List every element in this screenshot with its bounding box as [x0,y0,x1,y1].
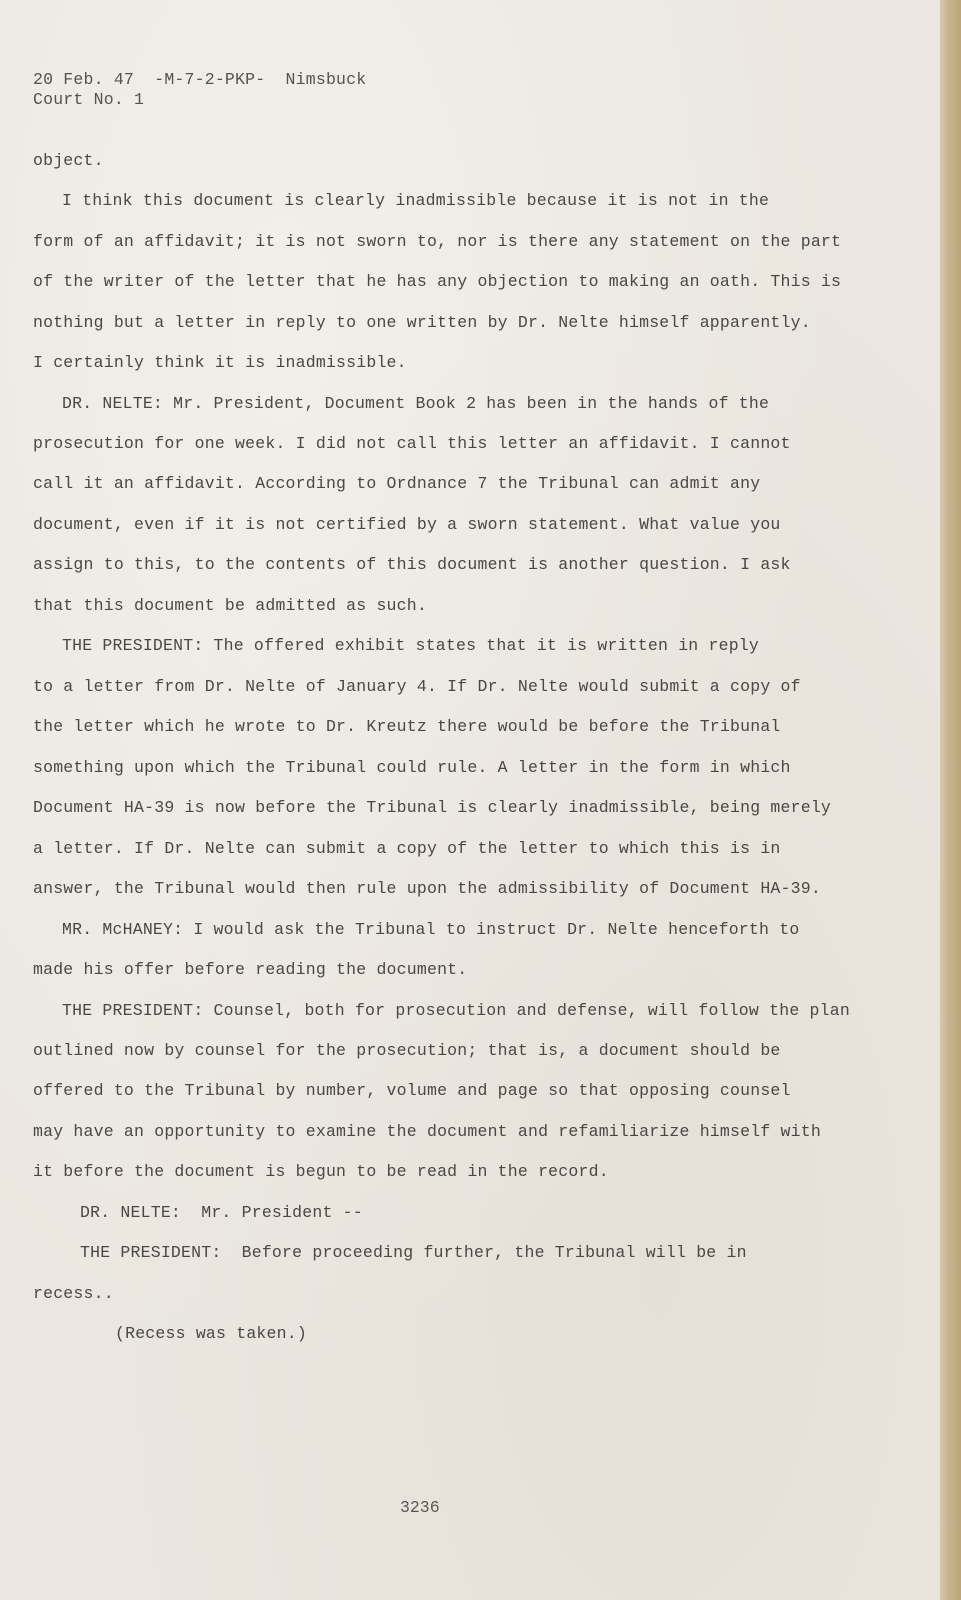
text-line: (Recess was taken.) [115,1324,307,1343]
text-line: that this document be admitted as such. [33,596,427,615]
text-line: recess.. [33,1284,114,1303]
text-line: I certainly think it is inadmissible. [33,353,407,372]
text-line: form of an affidavit; it is not sworn to, nor is there any statement on the part [33,232,842,251]
text-line: nothing but a letter in reply to one written by Dr. Nelte himself apparently. [33,313,811,332]
text-line: it before the document is begun to be read in the record. [33,1162,609,1181]
text-line: Document HA-39 is now before the Tribunal is clearly inadmissible, being merely [33,798,832,817]
text-line: prosecution for one week. I did not call this letter an affidavit. I cannot [33,434,791,453]
text-line: MR. McHANEY: I would ask the Tribunal to instruct Dr. Nelte henceforth to [62,920,800,939]
text-line: a letter. If Dr. Nelte can submit a copy of the letter to which this is in [33,839,781,858]
text-line: made his offer before reading the document. [33,960,468,979]
text-line: of the writer of the letter that he has any objection to making an oath. This is [33,272,842,291]
text-line: outlined now by counsel for the prosecution; that is, a document should be [33,1041,781,1060]
text-line: DR. NELTE: Mr. President -- [80,1203,363,1222]
text-line: THE PRESIDENT: Counsel, both for prosecution and defense, will follow the plan [62,1001,850,1020]
text-line: I think this document is clearly inadmissible because it is not in the [62,191,770,210]
page-edge-strip [940,0,961,1600]
text-line: something upon which the Tribunal could rule. A letter in the form in which [33,758,791,777]
text-line: may have an opportunity to examine the document and refamiliarize himself with [33,1122,821,1141]
text-line: offered to the Tribunal by number, volume and page so that opposing counsel [33,1081,791,1100]
text-line: DR. NELTE: Mr. President, Document Book 2 has been in the hands of the [62,394,770,413]
text-line: THE PRESIDENT: The offered exhibit states that it is written in reply [62,636,760,655]
text-line: call it an affidavit. According to Ordnance 7 the Tribunal can admit any [33,474,761,493]
text-line: document, even if it is not certified by a sworn statement. What value you [33,515,781,534]
text-line: answer, the Tribunal would then rule upon the admissibility of Document HA-39. [33,879,821,898]
text-line: the letter which he wrote to Dr. Kreutz there would be before the Tribunal [33,717,781,736]
header-date-code: 20 Feb. 47 -M-7-2-PKP- Nimsbuck [33,70,367,89]
page-number: 3236 [400,1498,440,1517]
text-line: assign to this, to the contents of this document is another question. I ask [33,555,791,574]
header-court-number: Court No. 1 [33,90,145,109]
text-line: THE PRESIDENT: Before proceeding further, the Tribunal will be in [80,1243,747,1262]
text-line: to a letter from Dr. Nelte of January 4. If Dr. Nelte would submit a copy of [33,677,801,696]
text-line: object. [33,151,104,170]
